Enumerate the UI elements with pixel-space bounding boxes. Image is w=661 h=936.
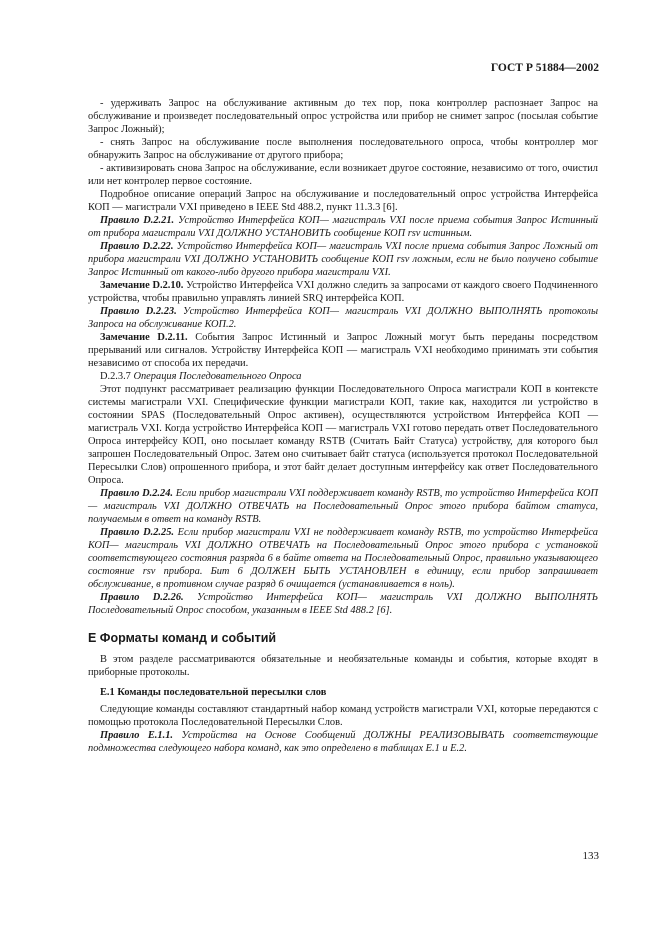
rule-label: Правило D.2.22. [100, 241, 174, 252]
rule-label: Правило Е.1.1. [100, 730, 173, 741]
rule-d-2-24 [88, 487, 598, 526]
rule-label: Правило D.2.23. [100, 306, 177, 317]
rule-text: Если прибор магистрали VXI не поддерживает команду RSTB, то устройство Интерфейса КОП— магистраль VXI ДОЛЖНО ОТВЕЧАТЬ на Последовательный Опрос этого прибора с установкой соответствующего состояния разряда 6 в байте ответа на Последовательный Опрос, правильно указывающего состояние rsv прибора. Бит 6 ДОЛЖЕН БЫТЬ УСТАНОВЛЕН в единицу, если прибор запрашивает обслуживание, в противном случае разряд 6 очищается (устанавливается в ноль). [88, 527, 598, 590]
paragraph: В этом разделе рассматриваются обязательные и необязательные команды и события, которые входят в приборные протоколы. [88, 654, 598, 678]
paragraph: Подробное описание операций Запрос на обслуживание и последовательный опрос устройства Интерфейса КОП — магистрали VXI приведено в IEEE Std 488.2, пункт 11.3.3 [6]. [88, 189, 598, 213]
paragraph-serial-poll: Этот подпункт рассматривает реализацию функции Последовательного Опроса магистрали КОП в контексте системы магистрали VXI. Специфические функции магистрали КОП, такие как, находится ли устройство в состоянии SPAS (Последовательный Опрос активен), осуществляются устройством Интерфейса КОП — магистраль VXI. Когда устройство Интерфейса КОП — магистраль VXI готово передать ответ Последовательного Опроса интерфейсу КОП, оно посылает команду RSTB (Считать Байт Статуса) устройству, для которого был запрошен Последовательный Опрос. Затем оно считывает байт статуса (используется протокол Последовательной Пересылки Слов) опрошенного прибора, и этот байт делает доступным интерфейсу как ответ Последовательного Опроса. [88, 384, 598, 486]
note-d-2-11 [88, 331, 598, 370]
section-heading-e: Е Форматы команд и событий [88, 631, 277, 645]
subsection-title: Операция Последовательного Опроса [130, 371, 302, 382]
section-heading-e1: Е.1 Команды последовательной пересылки слов [100, 687, 327, 698]
subsection-number: D.2.3.7 [100, 371, 131, 382]
note-text: Устройство Интерфейса VXI должно следить за запросами от каждого своего Подчиненного устройства, чтобы правильно управлять линией SRQ интерфейса КОП. [88, 280, 598, 304]
rule-e-1-1 [88, 729, 598, 755]
rule-text: Устройство Интерфейса КОП— магистраль VXI ДОЛЖНО ВЫПОЛНЯТЬ Последовательный Опрос способом, указанным в IEEE Std 488.2 [6]. [88, 592, 598, 616]
rule-d-2-22 [88, 240, 598, 279]
subsection-heading [88, 370, 598, 383]
rule-label: Правило D.2.21. [100, 215, 175, 226]
rule-label: Правило D.2.25. [100, 527, 174, 538]
paragraph: - активизировать снова Запрос на обслуживание, если возникает другое состояние, независимо от того, очистил или нет контролер первое состояние. [88, 163, 598, 187]
rule-text: Устройство Интерфейса КОП— магистраль VXI после приема события Запрос Ложный от прибора магистрали VXI ДОЛЖНО УСТАНОВИТЬ сообщение КОП rsv ложным, если не было получено событие Запрос Истинный от какого-либо другого прибора магистрали VXI. [88, 241, 599, 278]
note-d-2-10 [88, 279, 598, 305]
rule-d-2-23 [88, 305, 598, 331]
paragraph: - удерживать Запрос на обслуживание активным до тех пор, пока контроллер распознает Запрос на обслуживание и произведет последовательный опрос устройства или прибор не снимет запрос (посылая событие Запрос Ложный); [88, 98, 598, 135]
document-body [88, 97, 598, 755]
document-header: ГОСТ Р 51884—2002 [490, 62, 599, 74]
rule-label: Правило D.2.26. [100, 592, 184, 603]
rule-text: Устройства на Основе Сообщений ДОЛЖНЫ РЕАЛИЗОВЫВАТЬ соответствующие подмножества следующего набора команд, как это определено в таблицах Е.1 и Е.2. [88, 730, 598, 754]
paragraph: - снять Запрос на обслуживание после выполнения последовательного опроса, чтобы контроллер мог обнаружить Запрос на обслуживание от другого прибора; [88, 137, 598, 161]
rule-d-2-25 [88, 526, 598, 591]
paragraph: Следующие команды составляют стандартный набор команд устройств магистрали VXI, которые передаются с помощью протокола Последовательной Пересылки Слов. [88, 704, 598, 728]
note-label: Замечание D.2.11. [100, 332, 188, 343]
rule-d-2-21 [88, 214, 598, 240]
rule-text: Если прибор магистрали VXI поддерживает команду RSTB, то устройство Интерфейса КОП— магистраль VXI ДОЛЖНО ОТВЕЧАТЬ на Последовательный Опрос этого прибора байтом статуса, получаемым в ответ на команду RSTB. [88, 488, 598, 525]
rule-label: Правило D.2.24. [100, 488, 174, 499]
rule-text: Устройство Интерфейса КОП— магистраль VXI ДОЛЖНО ВЫПОЛНЯТЬ протоколы Запроса на обслуживание КОП.2. [88, 306, 599, 330]
rule-d-2-26 [88, 591, 598, 617]
note-label: Замечание D.2.10. [100, 280, 184, 291]
note-text: События Запрос Истинный и Запрос Ложный могут быть переданы посредством прерываний или сигналов. Устройству Интерфейса КОП — магистраль VXI необходимо принимать эти события независимо от способа их передачи. [88, 332, 598, 369]
rule-text: Устройство Интерфейса КОП— магистраль VXI после приема события Запрос Истинный от прибора магистрали VXI ДОЛЖНО УСТАНОВИТЬ сообщение КОП rsv истинным. [88, 215, 598, 239]
page-number: 133 [582, 850, 599, 862]
